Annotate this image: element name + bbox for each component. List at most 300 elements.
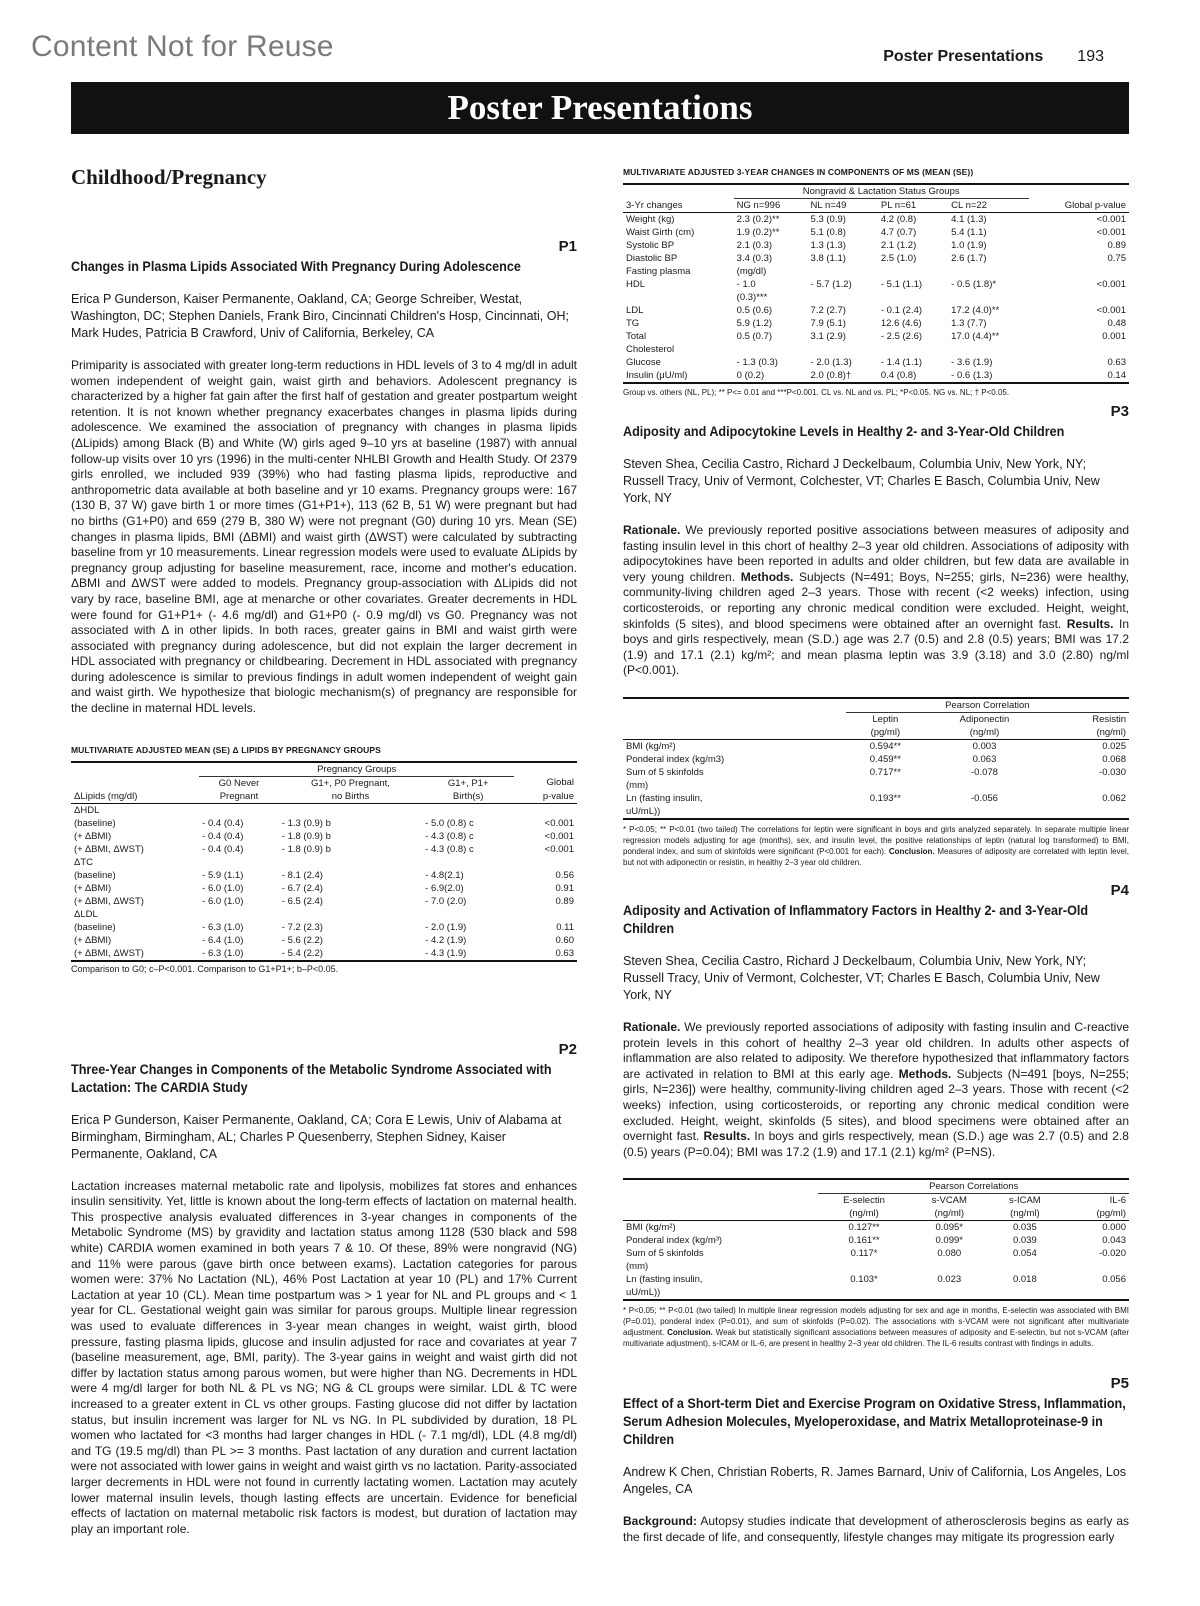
table-cell xyxy=(623,291,734,304)
abstract-authors: Andrew K Chen, Christian Roberts, R. James Barnard, Univ of California, Los Angeles, Los Angeles, CA xyxy=(623,1465,1127,1497)
table-cell xyxy=(818,1260,909,1273)
table-column-header: Global p-value xyxy=(1029,199,1129,213)
table-cell: (+ ΔBMI) xyxy=(74,882,112,894)
table-footnote: Group vs. others (NL, PL); ** P<= 0.01 and ***P<0.001. CL vs. NL and vs. PL; *P<0.05. NG vs. NL; † P<0.05. xyxy=(623,382,1129,399)
table-cell: 0.001 xyxy=(1102,331,1126,342)
table-cell: 4.7 (0.7) xyxy=(880,227,917,238)
table-cell xyxy=(1029,291,1129,304)
table-cell: Ponderal index (kg/m3) xyxy=(626,753,725,765)
table-cell xyxy=(818,1286,909,1299)
table-cell xyxy=(948,291,1029,304)
table-cell: 0.14 xyxy=(1107,370,1126,381)
table-cell: - 5.9 (1.1) xyxy=(202,869,244,881)
table-cell: Systolic BP xyxy=(626,240,675,251)
table-cell: - 4.8(2.1) xyxy=(425,869,464,881)
table-cell xyxy=(1061,1286,1129,1299)
table-cell: Sum of 5 skinfolds xyxy=(626,766,704,778)
abstract-number: P3 xyxy=(1110,403,1129,420)
table-cell: - 8.1 (2.4) xyxy=(281,869,323,881)
table-cell xyxy=(422,908,514,921)
table-cell: - 5.7 (1.2) xyxy=(810,279,852,290)
table-row xyxy=(71,921,577,934)
table-cell: - 6.0 (1.0) xyxy=(202,895,244,907)
table-cell: 0.056 xyxy=(1102,1274,1126,1286)
table-cell: - 7.2 (2.3) xyxy=(281,921,323,933)
table-row xyxy=(623,330,1129,343)
table-column-header xyxy=(623,712,846,726)
table-column-header: (ng/ml) xyxy=(1044,726,1129,740)
note-text: Measures of adiposity are correlated with leptin level, but not with adiponectin or resistin, in healthy 2–3 year old children. xyxy=(623,846,1129,867)
table-cell: 0.103* xyxy=(850,1274,878,1286)
table-footnote: Comparison to G0; c–P<0.001. Comparison to G1+P1+; b–P<0.05. xyxy=(71,960,577,975)
table-row xyxy=(71,817,577,830)
table-caption: MULTIVARIATE ADJUSTED 3-YEAR CHANGES IN COMPONENTS OF MS (MEAN (SE)) xyxy=(623,167,974,177)
table-cell xyxy=(948,343,1029,356)
table-cell: - 0.6 (1.3) xyxy=(951,370,993,381)
body-lead-label: Results. xyxy=(703,1129,751,1144)
table-cell: - 1.3 (0.3) xyxy=(736,357,778,368)
table-cell: <0.001 xyxy=(1096,305,1126,316)
table-column-header: 3-Yr changes xyxy=(623,199,734,213)
body-text: Subjects (N=491; Boys, N=255; girls, N=236) were healthy, community-living children aged 2–3 years. Those with recent (<2 weeks) infection, using corticosteroids, or reporting any chronic medical condition were excluded. Height, weight, skinfolds (5 sites), and blood specimens were obtained after an overnight fast. xyxy=(623,569,1129,631)
table-cell: 2.5 (1.0) xyxy=(880,253,917,264)
table-row xyxy=(623,343,1129,356)
table-cell: 0.095* xyxy=(935,1222,963,1234)
table-column-header xyxy=(71,776,199,790)
table-cell: Glucose xyxy=(626,357,661,368)
table-row xyxy=(623,1286,1129,1299)
table-cell: 0.068 xyxy=(1102,753,1126,765)
table-cell xyxy=(422,856,514,869)
table-column-header: PL n=61 xyxy=(878,199,948,213)
table-cell: 0.91 xyxy=(555,882,574,894)
table-cell: (0.3)*** xyxy=(736,292,768,303)
table-cell: 17.0 (4.4)** xyxy=(951,331,1000,342)
table-row xyxy=(71,843,577,856)
table-cell: 7.9 (5.1) xyxy=(810,318,846,329)
body-text: In boys and girls respectively, mean (S.D.) age was 2.7 (0.5) and 2.8 (0.5) years (P=0.04); BMI was 17.2 (1.9) and 17.1 (2.1) kg/m² (P=NS). xyxy=(623,1129,1129,1159)
p4-table xyxy=(623,1178,1129,1299)
table-cell: 5.1 (0.8) xyxy=(810,227,846,238)
table-column-header xyxy=(623,1207,818,1221)
table-row xyxy=(623,369,1129,382)
table-cell: uU/mL)) xyxy=(626,805,661,817)
table-cell: - 6.3 (1.0) xyxy=(202,947,244,959)
table-cell: HDL xyxy=(626,279,646,290)
table-cell: ΔTC xyxy=(74,856,94,868)
table-cell: 0.039 xyxy=(1012,1235,1037,1247)
table-cell: 0.459** xyxy=(869,753,901,765)
table-group-header: Nongravid & Lactation Status Groups xyxy=(734,184,1029,199)
table-cell: 0.035 xyxy=(1012,1222,1037,1234)
note-lead-label: Conclusion. xyxy=(667,1328,713,1338)
table-cell: 12.6 (4.6) xyxy=(880,318,922,329)
table-cell xyxy=(808,291,878,304)
table-row xyxy=(623,739,1129,753)
table-cell: <0.001 xyxy=(544,817,574,829)
table-cell: - 0.1 (2.4) xyxy=(880,305,923,316)
table-cell: 2.3 (0.2)** xyxy=(736,214,780,225)
table-cell: <0.001 xyxy=(1096,214,1126,225)
table-note xyxy=(623,1299,1129,1349)
table-column-header: Birth(s) xyxy=(422,790,514,804)
table-cell xyxy=(910,1260,989,1273)
table-cell: (baseline) xyxy=(74,921,116,933)
table-cell: 0.023 xyxy=(937,1274,962,1286)
table-column-header: no Births xyxy=(279,790,422,804)
abstract-body xyxy=(623,523,1129,679)
running-head-title: Poster Presentations xyxy=(883,48,1044,65)
table-cell: 1.3 (7.7) xyxy=(951,318,987,329)
table-row xyxy=(71,803,577,817)
table-cell: 0.60 xyxy=(555,934,574,946)
table-cell: 0.043 xyxy=(1102,1235,1126,1247)
table-row xyxy=(71,908,577,921)
table-cell: - 5.1 (1.1) xyxy=(880,279,923,290)
table-cell: 3.8 (1.1) xyxy=(810,253,846,264)
table-cell: - 6.9(2.0) xyxy=(425,882,464,894)
table-row xyxy=(623,304,1129,317)
table-row xyxy=(623,226,1129,239)
table-cell xyxy=(925,805,1044,818)
abstract-authors: Erica P Gunderson, Kaiser Permanente, Oakland, CA; Cora E Lewis, Univ of Alabama at Birmingham, Birmingham, AL; Charles P Quesenberry, Stephen Sidney, Kaiser Permanente, Oakland, CA xyxy=(71,1112,562,1161)
table-cell: 0.5 (0.6) xyxy=(736,305,773,316)
table-cell xyxy=(1029,265,1129,278)
body-text: Subjects (N=491 [boys, N=255; girls, N=236]) were healthy, community-living children aged 2–3 years. Those with recent (<2 weeks) infection, using corticosteroids, or reporting any chronic medical condition were excluded. Height, weight, skinfolds (5 sites), and blood specimens were obtained after an overnight fast. xyxy=(623,1066,1129,1144)
table-row xyxy=(71,895,577,908)
abstract-title: Three-Year Changes in Components of the Metabolic Syndrome Associated with Lactation: The CARDIA Study xyxy=(71,1060,552,1095)
table-cell: - 5.6 (2.2) xyxy=(281,934,323,946)
table-row xyxy=(623,805,1129,818)
table-row xyxy=(623,291,1129,304)
table-cell xyxy=(514,803,577,817)
table-note xyxy=(623,818,1129,868)
table-cell xyxy=(989,1260,1061,1273)
table-row xyxy=(71,947,577,960)
table-cell: 0.5 (0.7) xyxy=(736,331,773,342)
table-row xyxy=(623,1273,1129,1286)
table-column-header: (ng/ml) xyxy=(989,1207,1061,1221)
abstract-title: Adiposity and Activation of Inflammatory Factors in Healthy 2- and 3-Year-Old Children xyxy=(623,901,1089,936)
abstract-authors: Erica P Gunderson, Kaiser Permanente, Oakland, CA; George Schreiber, Westat, Washington, DC; Stephen Daniels, Frank Biro, Cincinnati Children's Hosp, Cincinnati, OH; Mark Hudes, Patricia B Crawford, Univ of California, Berkeley, CA xyxy=(71,292,569,340)
section-title: Childhood/Pregnancy xyxy=(71,165,267,189)
table-column-header xyxy=(623,726,846,740)
table-row xyxy=(623,317,1129,330)
table-cell xyxy=(878,343,948,356)
body-lead-label: Background: xyxy=(623,1514,698,1529)
abstract-number: P2 xyxy=(558,1040,577,1058)
table-cell: 1.0 (1.9) xyxy=(951,240,987,251)
table-cell xyxy=(199,908,279,921)
table-column-header: s-ICAM xyxy=(1009,1195,1041,1207)
table-cell: 17.2 (4.0)** xyxy=(951,305,1000,316)
table-cell: Ponderal index (kg/m³) xyxy=(626,1235,723,1247)
table-column-header: CL n=22 xyxy=(948,199,1029,213)
table-cell xyxy=(808,265,878,278)
table-cell: 0.127** xyxy=(848,1222,880,1234)
watermark: Content Not for Reuse xyxy=(31,30,334,63)
table-row xyxy=(623,753,1129,766)
table-cell: - 0.5 (1.8)* xyxy=(951,279,997,290)
table-cell xyxy=(514,856,577,869)
table-row xyxy=(623,792,1129,805)
table-cell: - 0.4 (0.4) xyxy=(202,843,244,855)
table-cell: 5.9 (1.2) xyxy=(736,318,773,329)
table-cell: Waist Girth (cm) xyxy=(626,227,695,238)
table-cell xyxy=(199,803,279,817)
running-head xyxy=(883,48,1104,66)
table-row xyxy=(623,766,1129,779)
table-cell: Diastolic BP xyxy=(626,253,678,264)
table-cell: - 5.0 (0.8) c xyxy=(425,817,474,829)
table-row xyxy=(623,213,1129,227)
table-cell: - 6.5 (2.4) xyxy=(281,895,323,907)
table-cell xyxy=(878,291,948,304)
table-cell: Weight (kg) xyxy=(626,214,675,225)
table-row xyxy=(623,278,1129,291)
table-row xyxy=(71,882,577,895)
table-cell: - 1.8 (0.9) b xyxy=(281,843,331,855)
table-cell: <0.001 xyxy=(544,843,574,855)
abstract-authors: Steven Shea, Cecilia Castro, Richard J Deckelbaum, Columbia Univ, New York, NY; Russell Tracy, Univ of Vermont, Colchester, VT; Charles E Basch, Columbia Univ, New York, NY xyxy=(623,457,1100,505)
table-column-header: IL-6 xyxy=(1109,1195,1126,1207)
abstract-body: Lactation increases maternal metabolic rate and lipolysis, mobilizes fat stores and enhances insulin sensitivity. Yet, little is known about the long-term effects of lactation on maternal health. This prospective analysis evaluated differences in 3-year changes in components of the Metabolic Syndrome (MS) by gravidity and lactation status among 1128 (530 black and 598 white) CARDIA women examined in both years 7 & 10. Of these, 89% were nongravid (NG) and 11% were parous (gave birth once between exams). Lactation categories for parous women were: 37% No Lactation (NL), 46% Post Lactation at year 10 (PL) and 17% Current Lactation at year 10 (CL). Mean time postpartum was > 1 year for NL and PL groups and < 1 year for CL. Gestational weight gain was similar for parous groups. Multiple linear regression was used to evaluate differences in 3-year mean changes in weight, waist girth, blood pressure, fasting plasma lipids, glucose and insulin adjusted for race and covariates at year 7 (baseline measurement, age, BMI, parity). The 3-year gains in weight and waist girth did not differ by lactation status among parous women, but were higher than NG. Decrements in HDL were 4 mg/dl larger for both NL & PL vs NG; NG & CL groups were similar. LDL & TC were increased to a greater extent in CL vs other groups. Fasting glucose did not differ by lactation status, but insulin increment was larger for NL vs NG. In PL subdivided by duration, 18 PL women who lactated for <3 months had larger changes in HDL (- 7.1 mg/dl), LDL (4.8 mg/dl) and TG (19.5 mg/dl) than PL >= 3 months. Past lactation of any duration and current lactation were not associated with lower gains in weight and waist girth vs no lactation. Parity-associated larger decrements in HDL were not found in currently lactating women. Lactation may acutely lower maternal insulin levels, though lasting effects are uncertain. Evidence for beneficial effects of lactation on maternal metabolic risk factors is modest, but duration of lactation may play an important role. xyxy=(71,1178,577,1536)
table-cell: 0.099* xyxy=(935,1235,963,1247)
table-cell xyxy=(925,779,1044,792)
body-lead-label: Methods. xyxy=(898,1066,952,1081)
table-row xyxy=(623,779,1129,792)
table-group-header: Pearson Correlation xyxy=(846,698,1129,713)
table-cell: - 0.4 (0.4) xyxy=(202,830,244,842)
table-cell: (+ ΔBMI, ΔWST) xyxy=(74,895,144,907)
table-cell xyxy=(199,856,279,869)
right-column xyxy=(623,167,1129,1563)
table-column-header: E-selectin xyxy=(843,1195,885,1207)
table-cell: Insulin (μU/ml) xyxy=(626,370,688,381)
table-cell: 2.1 (0.3) xyxy=(736,240,773,251)
table-cell: 0.4 (0.8) xyxy=(880,370,917,381)
table-cell: Fasting plasma xyxy=(626,266,691,277)
table-column-header: Pregnant xyxy=(199,790,279,804)
table-cell: 7.2 (2.7) xyxy=(810,305,846,316)
table-cell: - 1.3 (0.9) b xyxy=(281,817,331,829)
table-column-header: s-VCAM xyxy=(931,1195,967,1207)
table-cell: 0.000 xyxy=(1102,1222,1126,1234)
table-column-header: (pg/ml) xyxy=(1061,1207,1129,1221)
abstract-body xyxy=(623,1514,1129,1545)
table-column-header: ΔLipids (mg/dl) xyxy=(71,790,199,804)
table-cell xyxy=(948,265,1029,278)
table-cell: Cholesterol xyxy=(626,344,675,355)
table-cell: 0.11 xyxy=(556,921,574,933)
table-row xyxy=(623,1234,1129,1247)
p2-table xyxy=(623,183,1129,382)
table-cell: 0.48 xyxy=(1107,318,1126,329)
table-cell: - 4.3 (1.9) xyxy=(425,947,467,959)
p1-table xyxy=(71,761,577,960)
table-cell: (+ ΔBMI, ΔWST) xyxy=(74,947,144,959)
table-cell xyxy=(734,343,808,356)
table-row xyxy=(71,856,577,869)
table-column-header: (ng/ml) xyxy=(818,1207,909,1221)
table-row xyxy=(623,1221,1129,1235)
table-cell: 0.018 xyxy=(1012,1274,1037,1286)
table-cell: - 4.2 (1.9) xyxy=(425,934,467,946)
table-cell xyxy=(989,1286,1061,1299)
table-cell xyxy=(1029,343,1129,356)
table-cell: 0.062 xyxy=(1102,792,1126,804)
table-cell: BMI (kg/m²) xyxy=(626,740,676,752)
table-cell: (mg/dl) xyxy=(736,266,767,277)
table-column-header: G1+, P0 Pregnant, xyxy=(310,777,390,789)
table-column-header: (ng/ml) xyxy=(910,1207,989,1221)
table-cell: (+ ΔBMI) xyxy=(74,830,112,842)
table-cell xyxy=(910,1286,989,1299)
note-text: * P<0.05; ** P<0.01 (two tailed) In multiple linear regression models adjusting for sex and age in months, E-selectin was associated with BMI (P=0.01), ponderal index (P=0.01), and sum of skinfolds (P=0.02). The associations with s-VCAM were not significant after multivariate adjustment. xyxy=(623,1306,1129,1338)
table-cell: 0 (0.2) xyxy=(736,370,765,381)
table-cell: 0.75 xyxy=(1107,253,1126,264)
table-cell xyxy=(878,265,948,278)
table-cell: - 6.3 (1.0) xyxy=(202,921,244,933)
table-cell: 5.4 (1.1) xyxy=(951,227,987,238)
table-cell: - 4.3 (0.8) c xyxy=(425,830,474,842)
table-cell: Total xyxy=(626,331,647,342)
table-cell: 2.1 (1.2) xyxy=(880,240,917,251)
table-cell: 0.63 xyxy=(555,947,574,959)
table-cell: Ln (fasting insulin, xyxy=(626,792,703,804)
table-column-header: (ng/ml) xyxy=(925,726,1044,740)
table-cell: 0.025 xyxy=(1102,740,1126,752)
body-text: We previously reported associations of adiposity with fasting insulin and C-reactive protein levels in this cohort of healthy 2–3 year old children. In adults other aspects of inflammation are also related to adiposity. We therefore hypothesized that inflammatory factors are activated in relation to BMI at this early age. xyxy=(623,1019,1129,1081)
table-cell xyxy=(846,805,925,818)
table-cell: (baseline) xyxy=(74,869,116,881)
table-cell: - 6.7 (2.4) xyxy=(281,882,323,894)
table-cell: BMI (kg/m²) xyxy=(626,1222,676,1234)
table-cell: LDL xyxy=(626,305,644,316)
table-row xyxy=(623,239,1129,252)
body-lead-label: Rationale. xyxy=(623,523,681,537)
table-cell: - 3.6 (1.9) xyxy=(951,357,993,368)
table-cell: <0.001 xyxy=(1096,279,1126,290)
table-cell: 4.2 (0.8) xyxy=(880,214,917,225)
table-cell: 1.3 (1.3) xyxy=(810,240,846,251)
abstract-number: P1 xyxy=(558,238,577,255)
table-column-header: p-value xyxy=(514,790,577,804)
table-cell: (+ ΔBMI) xyxy=(74,934,112,946)
p3-table xyxy=(623,697,1129,818)
table-row xyxy=(623,356,1129,369)
table-cell: 3.1 (2.9) xyxy=(810,331,846,342)
table-cell: 4.1 (1.3) xyxy=(951,214,987,225)
left-column xyxy=(71,165,577,1555)
table-row xyxy=(623,252,1129,265)
table-cell xyxy=(808,343,878,356)
table-cell: - 2.0 (1.3) xyxy=(810,357,852,368)
body-lead-label: Rationale. xyxy=(623,1019,681,1034)
table-cell: (mm) xyxy=(626,1261,649,1273)
table-cell: (baseline) xyxy=(74,817,116,829)
table-cell xyxy=(279,908,422,921)
body-text: In boys and girls respectively, mean (S.D.) age was 2.7 (0.5) and 2.8 (0.5) years; BMI was 17.2 (1.9) and 17.1 (2.1) kg/m²; and mean plasma leptin was 3.9 (3.18) and 3.0 (2.80) ng/ml (P<0.001). xyxy=(623,616,1130,678)
table-cell: - 6.4 (1.0) xyxy=(202,934,244,946)
table-cell xyxy=(846,779,925,792)
table-column-header: G0 Never xyxy=(218,777,260,789)
table-row xyxy=(623,1260,1129,1273)
body-text: Autopsy studies indicate that development of atherosclerosis begins as early as the first decade of life, and consequently, lifestyle changes may mitigate its progression early xyxy=(623,1514,1129,1544)
table-column-header xyxy=(623,1194,818,1208)
table-row xyxy=(623,1247,1129,1260)
table-cell: ΔLDL xyxy=(74,908,98,920)
note-lead-label: Conclusion. xyxy=(888,846,935,856)
table-cell xyxy=(422,803,514,817)
table-cell xyxy=(279,803,422,817)
table-column-header: Global xyxy=(546,777,574,789)
table-cell: <0.001 xyxy=(544,830,574,842)
table-cell: (mm) xyxy=(626,779,649,791)
note-text: * P<0.05; ** P<0.01 (two tailed) The correlations for leptin were significant in boys and girls analyzed separately. In separate multiple linear regression models adjusting for age (months), sex, and insulin level, the positive relationships of leptin (natural log transformed) to BMI, ponderal index, and sum of skinfolds were significant (P<0.001 for each). xyxy=(623,824,1129,856)
table-column-header: NL n=49 xyxy=(808,199,878,213)
table-cell: -0.030 xyxy=(1099,766,1126,778)
table-group-header: Pregnancy Groups xyxy=(199,762,514,777)
table-cell: - 1.4 (1.1) xyxy=(880,357,923,368)
table-column-header: Leptin xyxy=(872,713,899,725)
body-lead-label: Methods. xyxy=(740,569,794,584)
table-cell: - 2.0 (1.9) xyxy=(425,921,467,933)
abstract-body: Primiparity is associated with greater long-term reductions in HDL levels of 3 to 4 mg/dl in adult women independent of weight gain, waist girth and behaviors. Adolescent pregnancy is characterized by a higher fat gain after the first half of gestation and greater postpartum weight retention. It is not known whether pregnancy exacerbates changes in plasma lipids during adolescence. We examined the association of pregnancy with changes in plasma lipids (ΔLipids) among Black (B) and White (W) girls aged 9–10 yrs at baseline (1987) with annual follow-up visits over 10 yrs (1996) in the multi-center NHLBI Growth and Health Study. Of 2379 girls enrolled, we included 939 (39%) who had fasting plasma lipids, reproductive and anthropometric data available at both baseline and yr 10 exams. Pregnancy groups were: 167 (130 B, 37 W) gave birth 1 or more times (G1+P1+), 113 (62 B, 51 W) were pregnant but had no births (G1+P0) and 659 (279 B, 380 W) were not pregnant (G0) during 10 yrs. Mean (SE) changes in plasma lipids, BMI (ΔBMI) and waist girth (ΔWST) were calculated by subtracting baseline from yr 10 measurements. Linear regression models were used to evaluate ΔLipids by pregnancy group adjusting for baseline measurement, race, income and mother's education. ΔBMI and ΔWST were added to models. Pregnancy group-association with ΔLipids did not vary by race, baseline BMI, age at menarche or other covariates. Greater decrements in HDL were found for G1+P1+ (- 4.6 mg/dl) and G1+P0 (- 0.9 mg/dl) vs G0. Pregnancy was not associated with Δ in other lipids. In both races, greater gains in BMI and waist girth were associated with pregnancy during adolescence, but did not explain the larger decrement in HDL associated with pregnancy or childbearing. Decrement in HDL associated with pregnancy during adolescence is similar to previous findings in adult women independent of weight gain and waist girth. We hypothesize that biologic mechanism(s) of pregnancy are responsible for the decline in maternal HDL levels. xyxy=(71,358,577,716)
table-cell: - 1.0 xyxy=(736,279,756,290)
table-cell: 0.56 xyxy=(555,869,574,881)
table-cell: 1.9 (0.2)** xyxy=(736,227,780,238)
table-row xyxy=(71,830,577,843)
table-cell: uU/mL)) xyxy=(626,1287,661,1299)
table-cell: - 4.3 (0.8) c xyxy=(425,843,474,855)
table-cell: - 7.0 (2.0) xyxy=(425,895,467,907)
table-cell: -0.078 xyxy=(971,766,998,778)
table-row xyxy=(71,934,577,947)
table-cell: <0.001 xyxy=(1096,227,1126,238)
table-group-header: Pearson Correlations xyxy=(818,1179,1129,1194)
table-cell: 0.003 xyxy=(972,740,997,752)
table-cell: -0.056 xyxy=(971,792,998,804)
note-text: Weak but statistically significant associations between measures of adiposity and E-selectin, but not s-VCAM (after multivariate adjustment), s-ICAM or IL-6, are present in healthy 2–3 year old children. The IL-6 results contrast with findings in adults. xyxy=(623,1328,1130,1349)
table-cell: Sum of 5 skinfolds xyxy=(626,1248,704,1260)
table-row xyxy=(623,265,1129,278)
table-cell: - 0.4 (0.4) xyxy=(202,817,244,829)
table-cell: ΔHDL xyxy=(74,804,100,816)
table-cell: 5.3 (0.9) xyxy=(810,214,846,225)
table-caption: MULTIVARIATE ADJUSTED MEAN (SE) Δ LIPIDS BY PREGNANCY GROUPS xyxy=(71,744,381,755)
table-cell: 0.89 xyxy=(555,895,574,907)
page-number: 193 xyxy=(1077,48,1104,65)
table-cell xyxy=(514,908,577,921)
table-cell: 0.080 xyxy=(937,1248,962,1260)
table-cell: - 1.8 (0.9) b xyxy=(281,830,331,842)
table-cell: 0.717** xyxy=(869,766,901,778)
abstract-title: Effect of a Short-term Diet and Exercise Program on Oxidative Stress, Inflammation, Serum Adhesion Molecules, Myeloperoxidase, and Matrix Metalloproteinase-9 in Children xyxy=(623,1395,1126,1448)
table-row xyxy=(71,869,577,882)
table-cell: 2.6 (1.7) xyxy=(951,253,987,264)
table-column-header: (pg/ml) xyxy=(846,726,925,740)
table-column-header: G1+, P1+ xyxy=(447,777,489,789)
table-cell: 0.117* xyxy=(850,1248,878,1260)
table-cell xyxy=(1044,805,1129,818)
table-cell: 3.4 (0.3) xyxy=(736,253,773,264)
table-cell: 0.161** xyxy=(848,1235,880,1247)
body-lead-label: Results. xyxy=(1066,616,1114,631)
table-cell: 0.63 xyxy=(1107,357,1126,368)
table-cell: 0.594** xyxy=(869,740,901,752)
body-text: We previously reported positive associations between measures of adiposity and fasting insulin level in this chort of healthy 2–3 year old children. Associations of adiposity with adipocytokines have been reported in adults and older children, but few data are available in very young children. xyxy=(623,523,1129,584)
